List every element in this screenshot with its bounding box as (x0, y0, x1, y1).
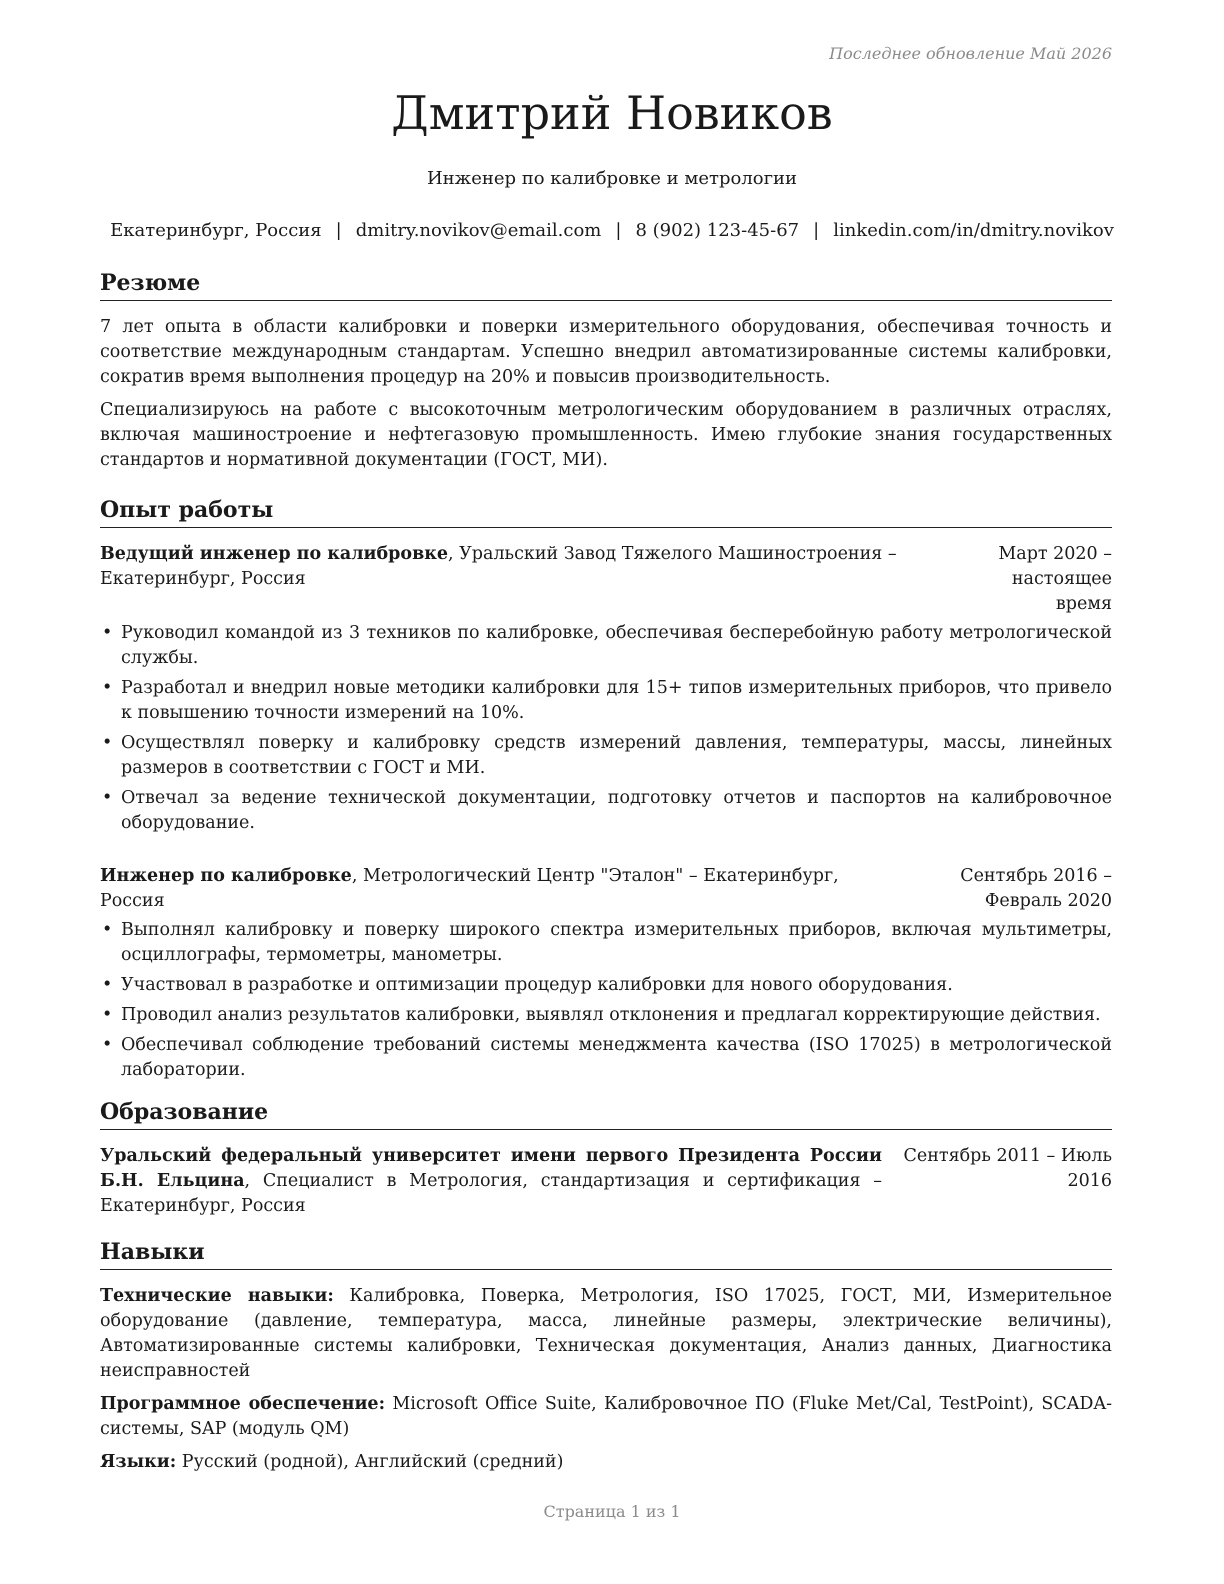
resume-body (100, 268, 1112, 1483)
education-degree: , Специалист в Метрология, стандартизация и сертификация – Екатеринбург, Россия (100, 1171, 882, 1216)
contact-separator: | (615, 220, 622, 241)
education-institution: Уральский федеральный университет имени первого Президента России Б.Н. Ельцина (100, 1146, 882, 1191)
summary-paragraph: 7 лет опыта в области калибровки и поверки измерительного оборудования, обеспечивая точность и соответствие международным стандартам. Успешно внедрил автоматизированные системы калибровки, сократив время выполнения процедур на 20% и повысив производительность. (100, 317, 1112, 387)
job-position: Инженер по калибровке (100, 866, 352, 886)
section-title-skills: Навыки (100, 1237, 1112, 1270)
job-title-line (100, 542, 984, 592)
summary-paragraph: Специализируюсь на работе с высокоточным метрологическим оборудованием в различных отраслях, включая машиностроение и нефтегазовую промышленность. Имею глубокие знания государственных стандартов и нормативной документации (ГОСТ, МИ). (100, 400, 1112, 470)
skill-label: Программное обеспечение: (100, 1394, 386, 1414)
job-dates: Март 2020 – настоящее время (998, 544, 1112, 614)
job-bullets (100, 918, 1112, 1083)
section-title-education: Образование (100, 1097, 1112, 1130)
contact-line (0, 220, 1224, 241)
job-header (100, 542, 1112, 617)
skill-group (100, 1450, 1112, 1475)
candidate-name: Дмитрий Новиков (391, 86, 833, 140)
contact-linkedin[interactable]: linkedin.com/in/dmitry.novikov (833, 220, 1114, 241)
skill-label: Технические навыки: (100, 1286, 334, 1306)
section-title-experience: Опыт работы (100, 495, 1112, 528)
skill-group (100, 1284, 1112, 1384)
list-item: • Обеспечивал соблюдение требований системы менеджмента качества (ISO 17025) в метрологической лаборатории. (100, 1033, 1112, 1083)
skill-group (100, 1392, 1112, 1442)
skill-value: Microsoft Office Suite, Калибровочное ПО (Fluke Met/Cal, TestPoint), SCADA-системы, SAP (модуль QM) (100, 1394, 1112, 1439)
list-item: • Выполнял калибровку и поверку широкого спектра измерительных приборов, включая мультиметры, осциллографы, термометры, манометры. (100, 918, 1112, 968)
list-item: • Проводил анализ результатов калибровки, выявлял отклонения и предлагал корректирующие действия. (100, 1003, 1112, 1028)
list-item: • Отвечал за ведение технической документации, подготовку отчетов и паспортов на калибровочное оборудование. (100, 786, 1112, 836)
last-updated: Последнее обновление Май 2026 (829, 44, 1112, 63)
contact-location: Екатеринбург, Россия (110, 220, 322, 241)
skill-label: Языки: (100, 1452, 177, 1472)
skill-value: Калибровка, Поверка, Метрология, ISO 17025, ГОСТ, МИ, Измерительное оборудование (давление, температура, масса, линейные размеры, электрические величины), Автоматизированные системы калибровки, Техническая документация, Анализ данных, Диагностика неисправностей (100, 1286, 1112, 1381)
job-company: , Уральский Завод Тяжелого Машиностроения – Екатеринбург, Россия (100, 544, 897, 589)
contact-separator: | (813, 220, 820, 241)
list-item: • Разработал и внедрил новые методики калибровки для 15+ типов измерительных приборов, что привело к повышению точности измерений на 10%. (100, 676, 1112, 726)
skill-value: Русский (родной), Английский (средний) (176, 1452, 564, 1472)
contact-phone: 8 (902) 123-45-67 (635, 220, 800, 241)
list-item: • Участвовал в разработке и оптимизации процедур калибровки для нового оборудования. (100, 973, 1112, 998)
section-title-summary: Резюме (100, 268, 1112, 301)
candidate-role: Инженер по калибровке и метрологии (426, 168, 798, 189)
education-dates: Сентябрь 2011 – Июль 2016 (903, 1146, 1112, 1191)
education-entry (100, 1144, 1112, 1219)
education-line (100, 1144, 882, 1219)
contact-email[interactable]: dmitry.novikov@email.com (355, 220, 602, 241)
contact-separator: | (335, 220, 342, 241)
job-position: Ведущий инженер по калибровке (100, 544, 449, 564)
list-item: • Осуществлял поверку и калибровку средств измерений давления, температуры, массы, линейных размеров в соответствии с ГОСТ и МИ. (100, 731, 1112, 781)
job-bullets (100, 621, 1112, 836)
job-dates: Сентябрь 2016 – Февраль 2020 (960, 866, 1112, 911)
page-number: Страница 1 из 1 (543, 1502, 681, 1521)
list-item: • Руководил командой из 3 техников по калибровке, обеспечивая бесперебойную работу метрологической службы. (100, 621, 1112, 671)
job-title-line (100, 864, 882, 914)
job-header (100, 864, 1112, 914)
job-company: , Метрологический Центр "Эталон" – Екатеринбург, Россия (100, 866, 839, 911)
